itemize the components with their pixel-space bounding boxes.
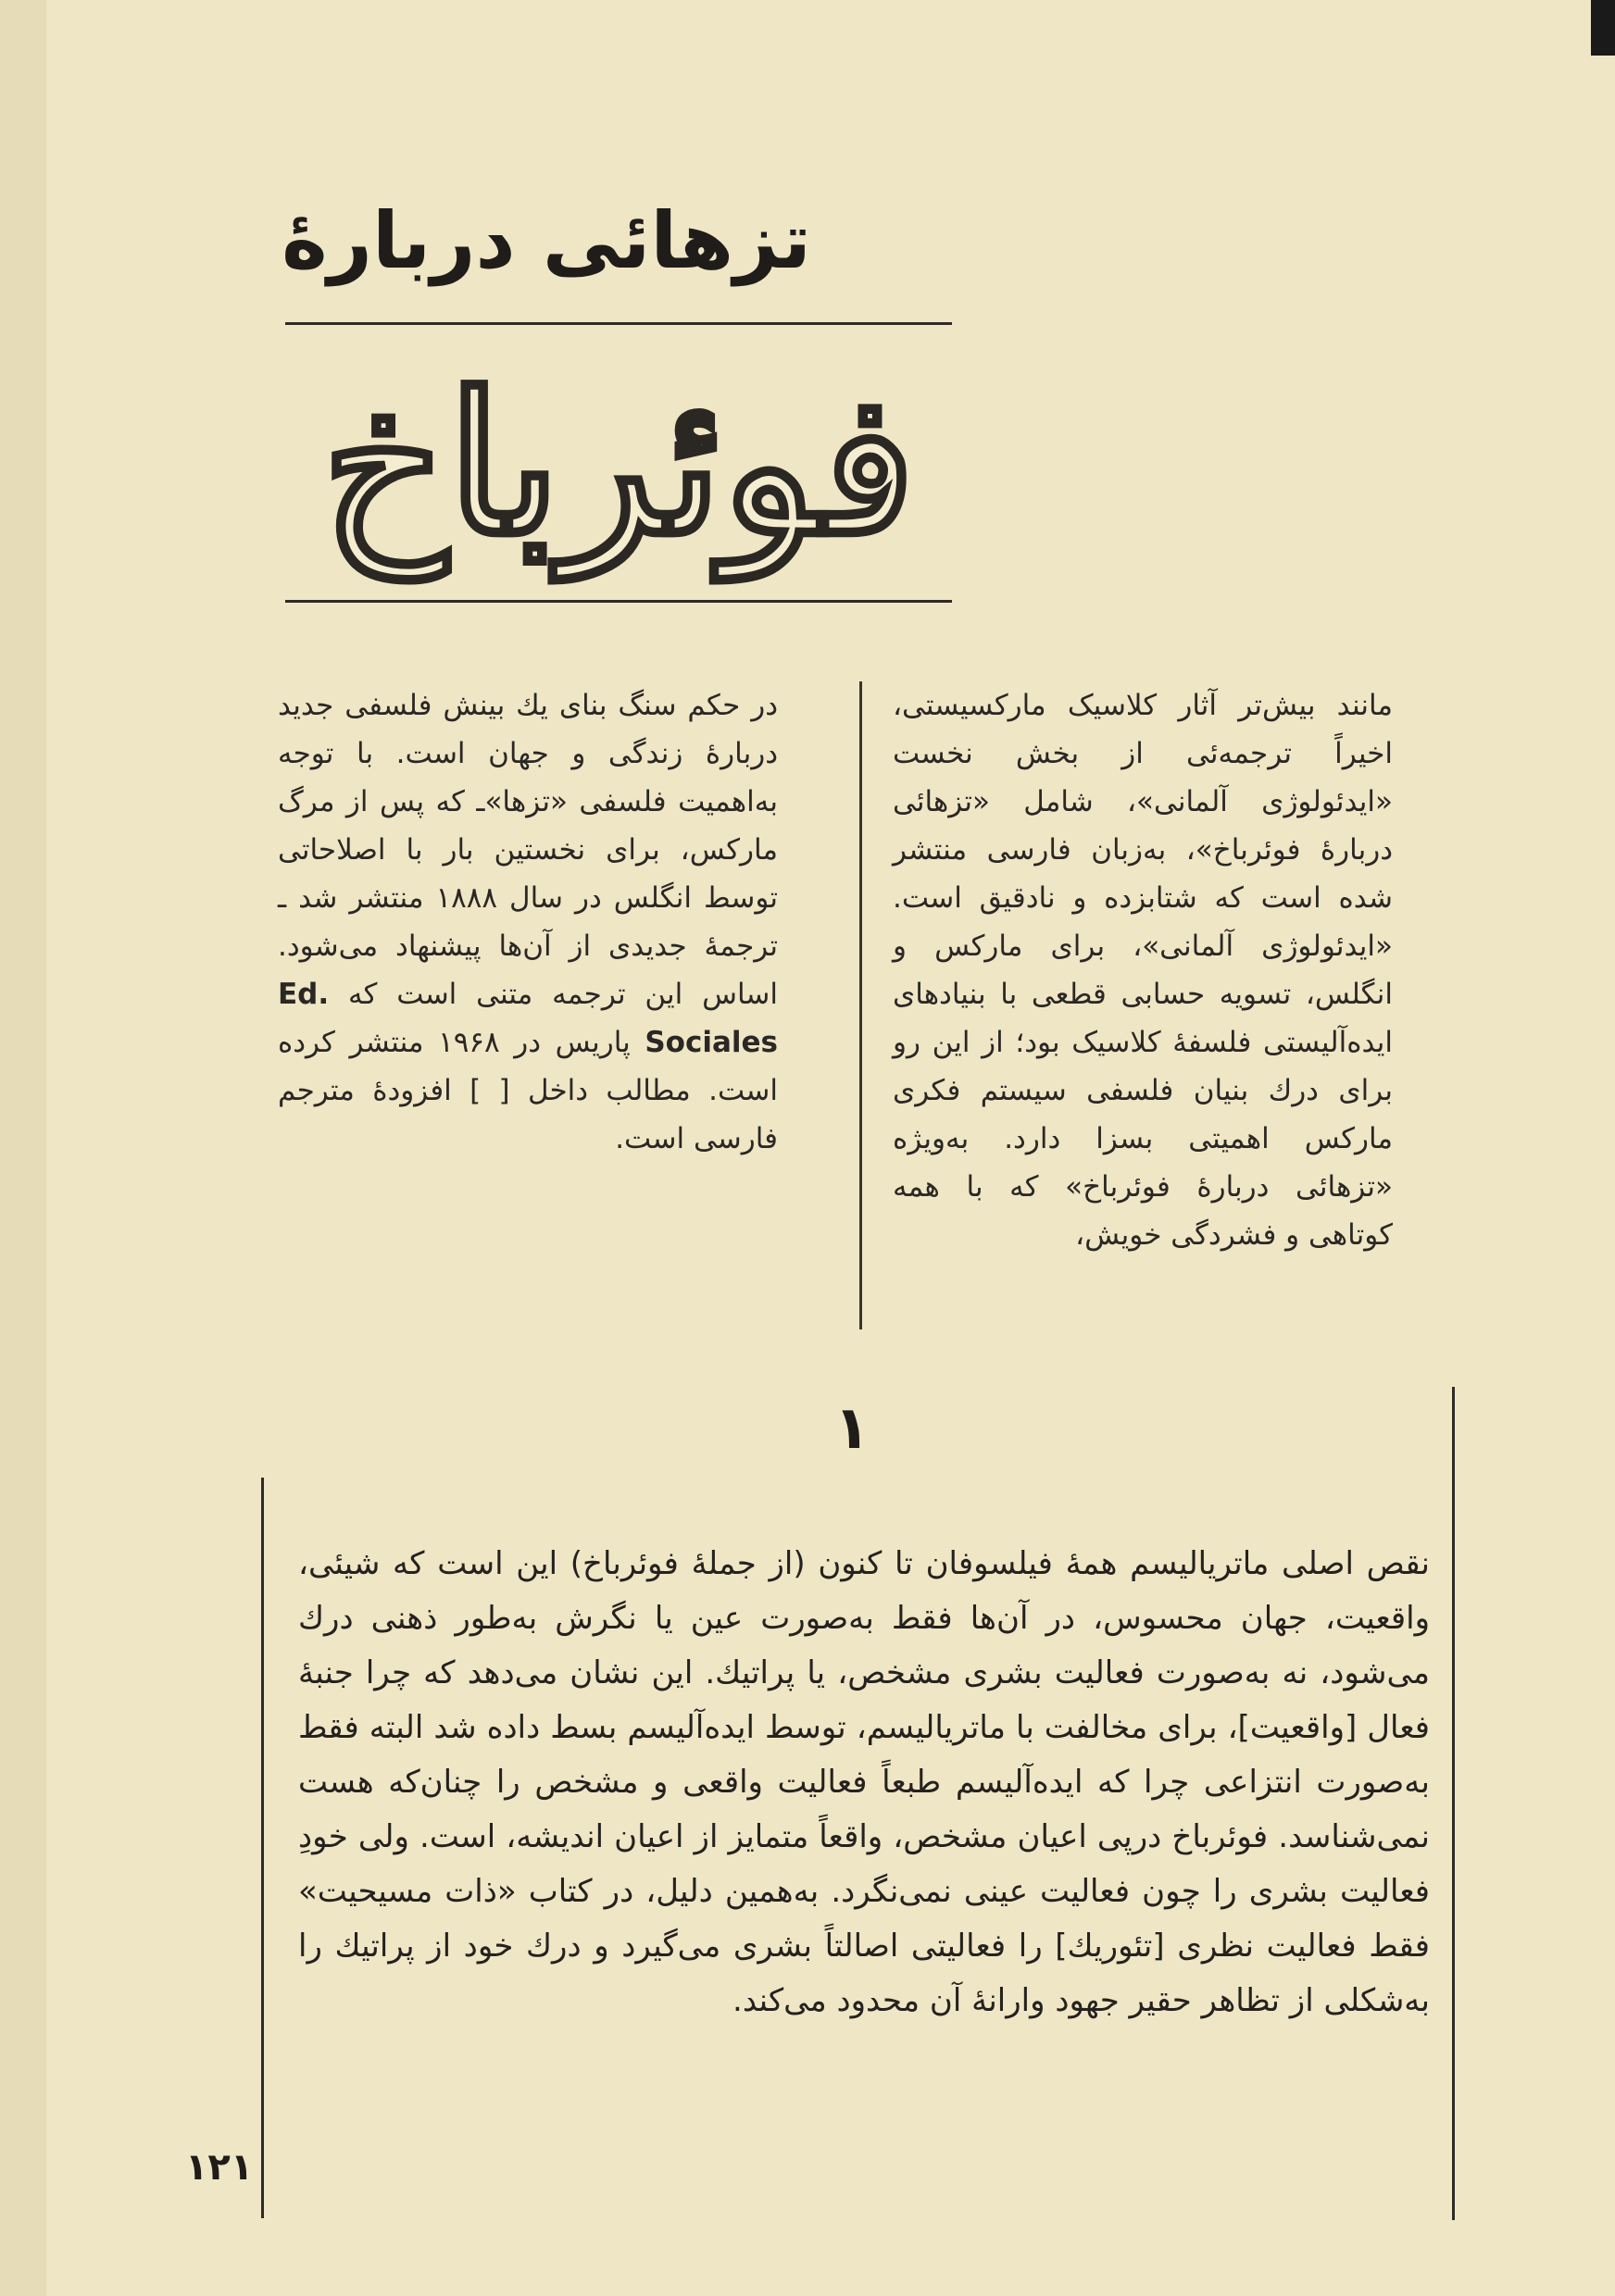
thesis-rule-right	[1452, 1387, 1455, 2220]
thesis-text	[298, 1537, 1430, 2028]
thesis-rule-left	[261, 1478, 264, 2218]
article-subtitle: تزهائی دربارهٔ	[282, 195, 811, 286]
page-number: ۱۲۱	[185, 2146, 254, 2189]
title-rule-top	[285, 322, 952, 325]
intro-right-column: مانند بیش‌تر آثار کلاسیک مارکسیستی، اخیراً ترجمه‌ئی از بخش نخست «ایدئولوژی آلمانی»، شامل «تزهائی دربارهٔ فوئرباخ»، به‌زبان فارسی منتشر شده است که شتابزده و نادقیق است. «ایدئولوژی آلمانی»، برای مارکس و انگلس، تسویه حسابی قطعی با بنیادهای ایده‌آلیستی فلسفهٔ کلاسیک بود؛ از این رو برای درك بنیان فلسفی سیستم فکری مارکس اهمیتی بسزا دارد. به‌ویژه «تزهائی دربارهٔ فوئرباخ» که با همه کوتاهی و فشردگی خویش،	[893, 689, 1393, 1252]
intro-left-text-2: پاریس در ۱۹۶۸ منتشر کرده است. مطالب داخل [ ] افزودهٔ مترجم فارسی است.	[278, 1026, 778, 1155]
thesis-paragraph: نقص اصلی ماتریالیسم همهٔ فیلسوفان تا کنون (از جملهٔ فوئرباخ) این است که شیئی، واقعیت، جهان محسوس، در آن‌ها فقط به‌صورت عین یا نگرش به‌طور ذهنی درك می‌شود، نه به‌صورت فعالیت بشری مشخص، یا پراتیك. این نشان می‌دهد که چرا جنبهٔ فعال [واقعیت]، برای مخالفت با ماتریالیسم، توسط ایده‌آلیسم بسط داده شد البته فقط به‌صورت انتزاعی چرا که ایده‌آلیسم طبعاً فعالیت واقعی و مشخص را چنان‌که هست نمی‌شناسد. فوئرباخ درپی اعیان مشخص، واقعاً متمایز از اعیان اندیشه، است. ولی خودِ فعالیت بشری را چون فعالیت عینی نمی‌نگرد. به‌همین دلیل، در کتاب «ذات مسیحیت» فقط فعالیت نظری [تئوریك] را فعالیتی اصالتاً بشری می‌گیرد و درك خود از پراتیك را به‌شکلی از تظاهر حقیر جهود وارانهٔ آن محدود می‌کند.	[298, 1545, 1430, 2019]
article-title: فوئرباخ	[321, 350, 916, 579]
publisher-name: Ed. Sociales	[278, 978, 778, 1059]
scan-edge	[0, 0, 46, 2296]
title-rule-bottom	[285, 600, 952, 603]
thesis-number: ۱	[833, 1394, 870, 1463]
intro-left-column	[278, 681, 778, 1163]
intro-left-text-1: در حکم سنگ بنای یك بینش فلسفی جدید دربارهٔ زندگی و جهان است. با توجه به‌اهمیت فلسفی «تزها»ـ که پس از مرگ مارکس، برای نخستین بار با اصلاحاتی توسط انگلس در سال ۱۸۸۸ منتشر شد ـ ترجمهٔ جدیدی از آن‌ها پیشنهاد می‌شود. اساس این ترجمه متنی است که	[278, 689, 778, 1011]
column-divider	[859, 681, 862, 1329]
